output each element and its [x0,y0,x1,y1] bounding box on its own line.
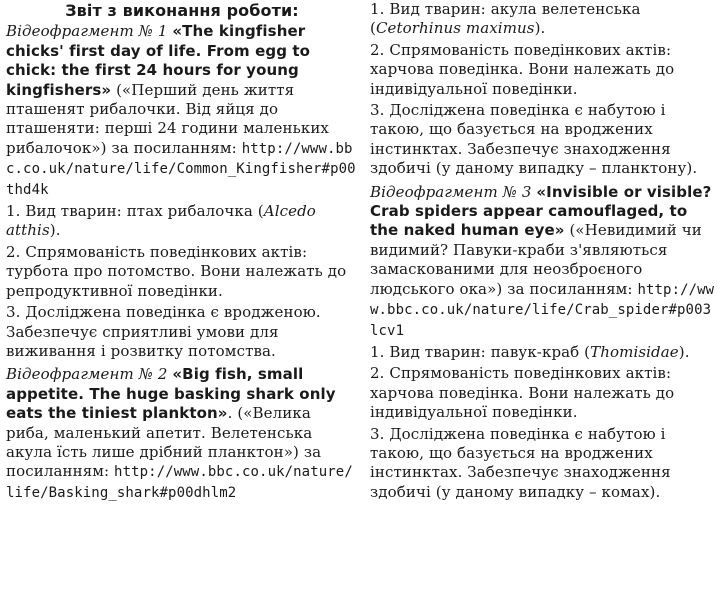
fragment-2-ukrainian-title: . («Велика риба, маленький апетит. Велетенська акула їсть лише дрібний планктон») [6,404,313,461]
fragment-1-item-2: 2. Спрямованість поведінкових актів: турбота про потомство. Вони належать до репродуктивної поведінки. [6,242,347,300]
fragment-3-item-1-text: 1. Вид тварин: павук-краб ( [370,342,591,361]
fragment-1-ukrainian-title: («Перший день життя пташенят рибалочки. Від яйця до пташеняти: перші 24 години маленьких рибалочок») [6,80,329,157]
fragment-1-item-1-text: 1. Вид тварин: птах рибалочка ( [6,202,264,221]
fragment-2-item-1 [370,0,716,39]
left-column [6,0,358,503]
fragment-1-heading [6,22,358,200]
fragment-2-english-title: «Big fish, small appetite. The huge basking shark only eats the tiniest plankton» [6,365,336,423]
fragment-2-link[interactable]: http://www.bbc.co.uk/nature/life/Basking_shark#p00dhlm2 [6,464,353,501]
fragment-1-label: Відеофрагмент № 1 [6,22,168,41]
fragment-1-link[interactable]: http://www.bbc.co.uk/nature/life/Common_Kingfisher#p00thd4k [6,140,356,198]
fragment-2-item-2: 2. Спрямованість поведінкових актів: харчова поведінка. Вони належать до індивідуальної поведінки. [370,40,675,98]
fragment-2-heading [6,365,358,503]
fragment-3-item-1 [370,343,716,362]
fragment-2-species-latin: Cetorhinus maximus [375,19,535,38]
right-column [370,0,716,502]
report-title: Звіт з виконання роботи: [65,1,299,20]
fragment-2-link-prefix: за посиланням: [6,442,322,481]
fragment-2-item-3: 3. Досліджена поведінка є набутою і такою, що базується на вроджених інстинктах. Забезпечує знаходження здобичі (у даному випадку – планктону). [370,101,698,178]
fragment-3-item-3: 3. Досліджена поведінка є набутою і такою, що базується на вроджених інстинктах. Забезпечує знаходження здобичі (у даному випадку – комах). [370,424,671,501]
fragment-2-item-1-suffix: ). [534,19,546,38]
fragment-2-label: Відеофрагмент № 2 [6,365,168,384]
fragment-2-item-1-text: 1. Вид тварин: акула велетенська ( [370,0,641,38]
fragment-1-item-1 [6,202,358,241]
fragment-3-item-1-suffix: ). [678,342,690,361]
fragment-3-ukrainian-title: («Невидимий чи видимий? Павуки-краби з'являються замаскованими для неозброєного людського ока») [370,221,702,298]
fragment-1-item-3: 3. Досліджена поведінка є вродженою. Забезпечує сприятливі умови для виживання і розвитку потомства. [6,303,321,360]
fragment-1-english-title: «The kingfisher chicks' first day of life. From egg to chick: the first 24 hours for young kingfishers» [6,22,311,99]
fragment-3-species-latin: Thomisidae [590,342,679,361]
fragment-1-link-prefix: за посиланням: [106,138,242,157]
fragment-1-species-latin: Alcedo atthis [6,202,316,240]
fragment-3-english-title: «Invisible or visible? Crab spiders appear camouflaged, to the naked human eye» [370,182,712,240]
fragment-3-heading [370,183,716,341]
fragment-1-item-1-suffix: ). [49,221,61,240]
fragment-3-label: Відеофрагмент № 3 [370,182,532,201]
fragment-3-item-2: 2. Спрямованість поведінкових актів: харчова поведінка. Вони належать до індивідуальної поведінки. [370,364,675,422]
fragment-3-link-prefix: за посиланням: [502,279,638,298]
fragment-3-link[interactable]: http://www.bbc.co.uk/nature/life/Crab_spider#p003lcv1 [370,281,715,339]
